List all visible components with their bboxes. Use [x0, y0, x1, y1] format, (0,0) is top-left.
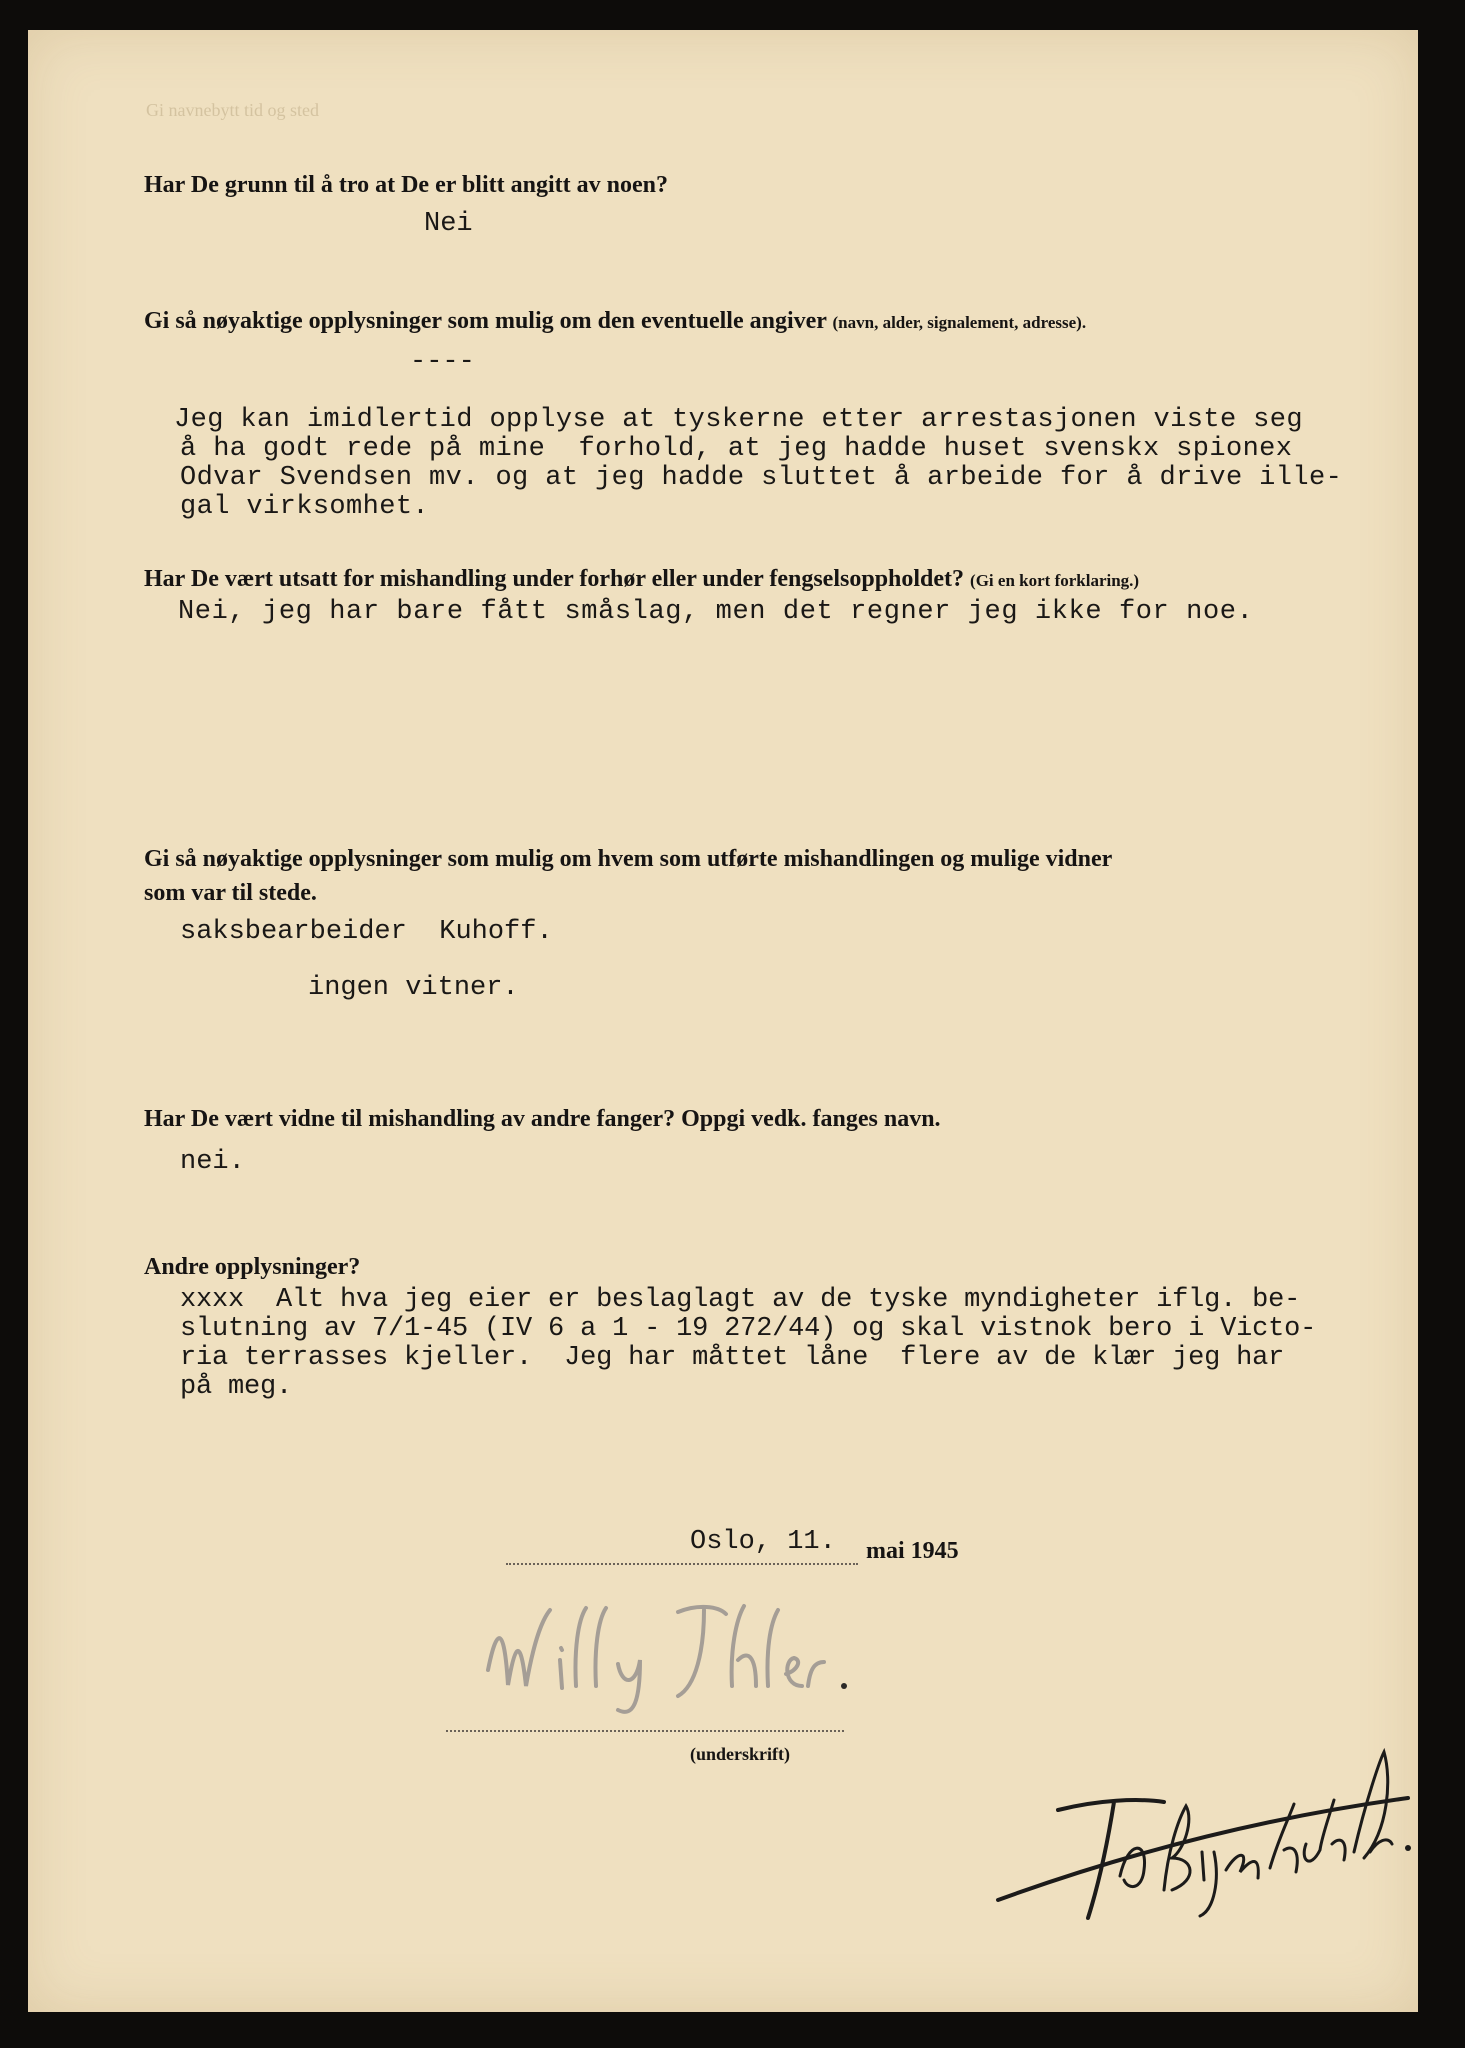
document-page [28, 30, 1418, 2012]
question-witness-other-prisoners: Har De vært vidne til mishandling av andre fanger? Oppgi vedk. fanges navn. [144, 1106, 941, 1132]
answer-other-info-line-2: slutning av 7/1-45 (IV 6 a 1 - 19 272/44) og skal vistnok bero i Victo- [180, 1314, 1317, 1344]
signature-label: (underskrift) [690, 1744, 790, 1764]
question-informer-details-note: (navn, alder, signalement, adresse). [832, 313, 1087, 332]
answer-informer: Nei [424, 209, 473, 239]
answer-witness-other-prisoners: nei. [180, 1147, 245, 1177]
date-dotted-line [506, 1563, 858, 1565]
question-mistreatment [144, 566, 1139, 593]
handwritten-signature [468, 1590, 908, 1720]
answer-mistreatment: Nei, jeg har bare fått småslag, men det regner jeg ikke for noe. [178, 597, 1254, 627]
question-perpetrator-line-2: som var til stede. [144, 880, 317, 906]
answer-informer-line-2: å ha godt rede på mine forhold, at jeg hadde huset svenskx spionex [180, 434, 1293, 464]
question-mistreatment-note: (Gi en kort forklaring.) [970, 571, 1140, 590]
answer-informer-line-4: gal virksomhet. [180, 492, 430, 522]
answer-informer-line-3: Odvar Svendsen mv. og at jeg hadde sluttet å arbeide for å drive ille- [180, 463, 1343, 493]
question-informer: Har De grunn til å tro at De er blitt angitt av noen? [144, 172, 668, 198]
answer-perpetrator: saksbearbeider Kuhoff. [180, 917, 553, 947]
question-informer-details [144, 308, 1086, 335]
question-informer-details-text: Gi så nøyaktige opplysninger som mulig om den eventuelle angiver [144, 308, 827, 334]
faded-header-text: Gi navnebytt tid og sted [146, 100, 319, 120]
date-month-year: mai 1945 [866, 1538, 959, 1564]
answer-dash: ---- [410, 347, 475, 377]
countersignature [988, 1740, 1418, 1930]
signature-dotted-line [446, 1730, 844, 1732]
answer-other-info-line-3: ria terrasses kjeller. Jeg har måttet låne flere av de klær jeg har [180, 1343, 1285, 1373]
question-mistreatment-text: Har De vært utsatt for mishandling under forhør eller under fengselsoppholdet? [144, 566, 965, 592]
date-place-day: Oslo, 11. [690, 1527, 836, 1557]
answer-other-info-line-4: på meg. [180, 1372, 293, 1402]
answer-witnesses: ingen vitner. [308, 973, 519, 1003]
question-other-info: Andre opplysninger? [144, 1254, 361, 1280]
answer-other-info-line-1: xxxx Alt hva jeg eier er beslaglagt av de tyske myndigheter iflg. be- [180, 1285, 1301, 1315]
answer-informer-line-1: Jeg kan imidlertid opplyse at tyskerne etter arrestasjonen viste seg [174, 405, 1303, 435]
question-perpetrator-line-1: Gi så nøyaktige opplysninger som mulig om hvem som utførte mishandlingen og mulige vidner [144, 846, 1113, 872]
